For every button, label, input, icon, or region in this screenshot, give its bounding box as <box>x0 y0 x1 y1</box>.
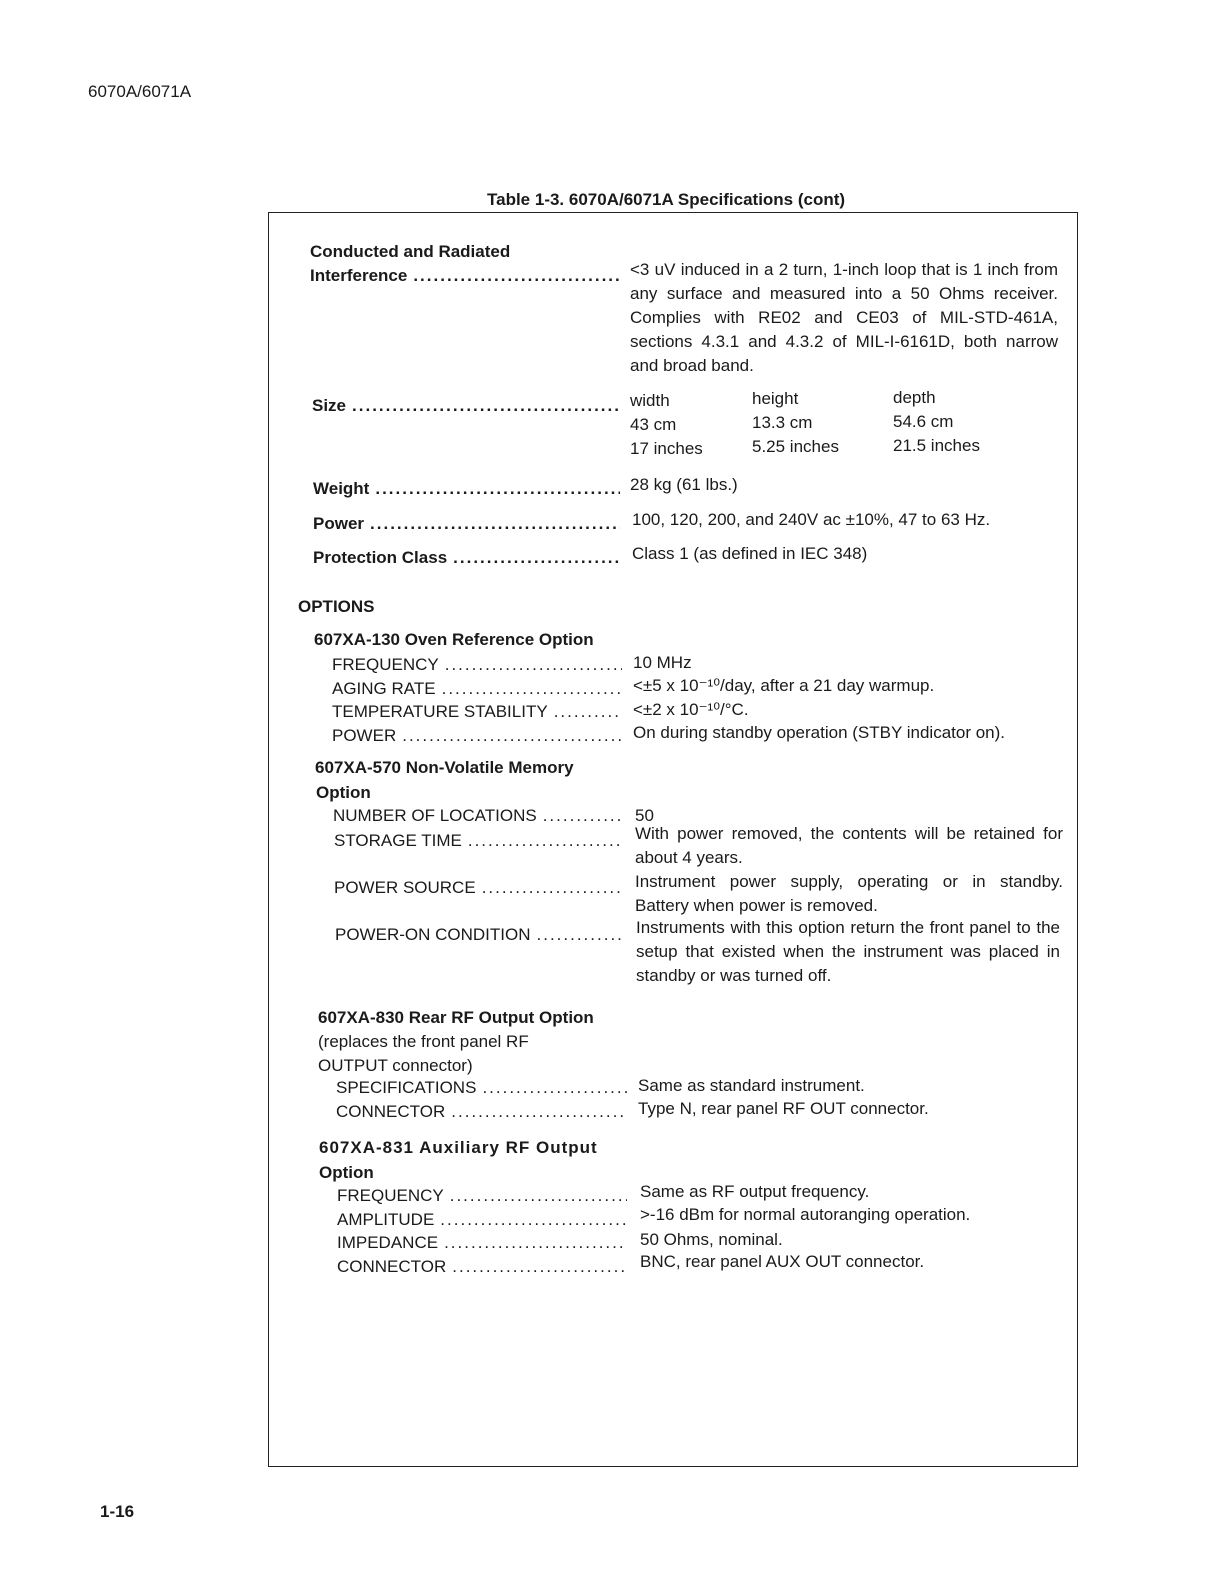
opt130-temp-label: TEMPERATURE STABILITY ..... <box>332 702 622 722</box>
size-header-width: width <box>630 391 670 410</box>
opt570-poweron-label: POWER-ON CONDITION ..... <box>335 925 622 945</box>
opt130-temp-value: <±2 x 10⁻¹⁰/°C. <box>633 700 749 719</box>
opt830-spec-label: SPECIFICATIONS ..... <box>336 1078 627 1098</box>
interference-label: Interference ..... <box>310 266 620 286</box>
size-header-height: height <box>752 389 799 408</box>
option-830-note-2: OUTPUT connector) <box>318 1056 473 1075</box>
opt830-spec-value: Same as standard instrument. <box>638 1076 865 1095</box>
opt830-connector-value: Type N, rear panel RF OUT connector. <box>638 1099 929 1118</box>
opt570-storage-label: STORAGE TIME ..... <box>334 831 622 851</box>
power-value: 100, 120, 200, and 240V ac ±10%, 47 to 63 Hz. <box>632 510 991 529</box>
power-label: Power ..... <box>313 514 620 534</box>
size-label: Size ..... <box>312 396 620 416</box>
option-830-note-1: (replaces the front panel RF <box>318 1032 529 1051</box>
option-570-title: 607XA-570 Non-Volatile Memory <box>315 758 574 777</box>
opt130-aging-value: <±5 x 10⁻¹⁰/day, after a 21 day warmup. <box>633 676 935 695</box>
opt130-power-value: On during standby operation (STBY indicator on). <box>633 723 1006 742</box>
opt831-frequency-value: Same as RF output frequency. <box>640 1182 870 1201</box>
table-title: Table 1-3. 6070A/6071A Specifications (cont) <box>487 190 846 209</box>
opt831-frequency-label: FREQUENCY ..... <box>337 1186 627 1206</box>
opt831-impedance-label: IMPEDANCE ..... <box>337 1233 627 1253</box>
opt830-connector-label: CONNECTOR ..... <box>336 1102 627 1122</box>
size-width-cm: 43 cm <box>630 415 677 434</box>
opt570-source-value: Instrument power supply, operating or in standby. Battery when power is removed. <box>635 872 1063 915</box>
weight-label: Weight ..... <box>313 479 620 499</box>
opt831-connector-label: CONNECTOR ..... <box>337 1257 627 1277</box>
opt831-connector-value: BNC, rear panel AUX OUT connector. <box>640 1252 925 1271</box>
option-570-title-2: Option <box>316 783 371 802</box>
opt831-amplitude-label: AMPLITUDE ..... <box>337 1210 627 1230</box>
option-831-title-2: Option <box>319 1163 374 1182</box>
opt831-impedance-value: 50 Ohms, nominal. <box>640 1230 783 1249</box>
opt831-amplitude-value: >-16 dBm for normal autoranging operation. <box>640 1205 971 1224</box>
opt130-frequency-value: 10 MHz <box>633 653 692 672</box>
opt570-locations-label: NUMBER OF LOCATIONS ..... <box>333 806 622 826</box>
interference-label-1: Conducted and Radiated <box>310 242 511 261</box>
page-header: 6070A/6071A <box>88 82 192 101</box>
opt130-power-label: POWER ..... <box>332 726 622 746</box>
option-831-title: 607XA-831 Auxiliary RF Output <box>319 1138 598 1157</box>
opt570-poweron-value: Instruments with this option return the front panel to the setup that existed when the instrument was placed in standby or was turned off. <box>636 918 1060 985</box>
size-height-cm: 13.3 cm <box>752 413 813 432</box>
opt570-storage-value: With power removed, the contents will be retained for about 4 years. <box>635 824 1063 867</box>
opt570-source-label: POWER SOURCE ..... <box>334 878 622 898</box>
opt130-frequency-label: FREQUENCY ..... <box>332 655 622 675</box>
protection-class-label: Protection Class ..... <box>313 548 620 568</box>
options-heading: OPTIONS <box>298 597 375 616</box>
weight-value: 28 kg (61 lbs.) <box>630 475 738 494</box>
page-number: 1-16 <box>100 1502 135 1521</box>
size-width-in: 17 inches <box>630 439 703 458</box>
size-height-in: 5.25 inches <box>752 437 839 456</box>
size-depth-cm: 54.6 cm <box>893 412 954 431</box>
opt570-locations-value: 50 <box>635 806 654 825</box>
interference-value: <3 uV induced in a 2 turn, 1-inch loop that is 1 inch from any surface and measured into a 50 Ohms receiver. Complies with RE02 and CE03 of MIL-STD-461A, sections 4.3.1 and 4.3.2 of MIL-I-6161D, both narrow and broad band. <box>630 260 1058 375</box>
size-depth-in: 21.5 inches <box>893 436 980 455</box>
protection-class-value: Class 1 (as defined in IEC 348) <box>632 544 868 563</box>
opt130-aging-label: AGING RATE ..... <box>332 679 622 699</box>
size-header-depth: depth <box>893 388 936 407</box>
option-130-title: 607XA-130 Oven Reference Option <box>314 630 594 649</box>
option-830-title: 607XA-830 Rear RF Output Option <box>318 1008 594 1027</box>
